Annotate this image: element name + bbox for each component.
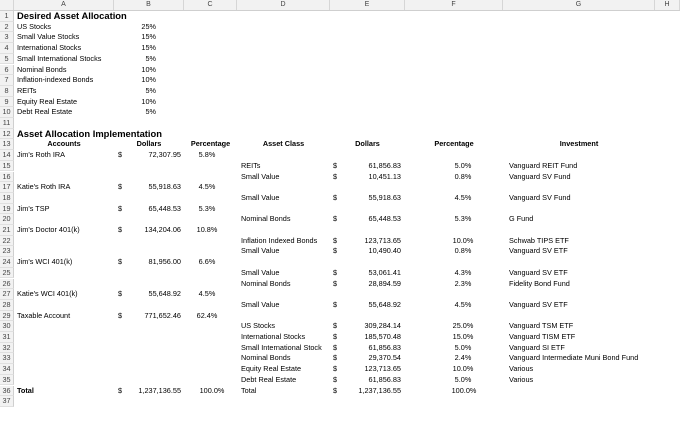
holding-amount[interactable]: 61,856.83 [368,160,401,170]
holding-asset-class[interactable]: Small Value [241,299,280,309]
desired-asset-pct[interactable]: 10% [141,64,156,74]
holding-asset-class[interactable]: US Stocks [241,321,276,331]
holding-asset-class[interactable]: International Stocks [241,332,306,341]
desired-asset-name[interactable]: Equity Real Estate [17,96,78,106]
holding-investment[interactable]: Vanguard SV ETF [509,267,568,277]
desired-asset-pct[interactable]: 15% [141,43,156,53]
holding-amount[interactable]: 123,713.65 [364,364,401,374]
desired-asset-pct[interactable]: 25% [141,21,156,31]
row-header-36[interactable]: 36 [0,386,14,397]
account-amount[interactable]: 72,307.95 [148,150,181,160]
row-header-7[interactable]: 7 [0,75,14,86]
column-header-f[interactable]: F [405,0,503,10]
account-name[interactable]: Taxable Account [17,310,71,320]
account-amount[interactable]: 55,918.63 [148,182,181,192]
row-header-25[interactable]: 25 [0,268,14,279]
account-amount[interactable]: 771,652.46 [144,310,181,320]
row-header-33[interactable]: 33 [0,353,14,364]
implementation-title[interactable]: Asset Allocation Implementation [17,127,162,139]
row-header-14[interactable]: 14 [0,150,14,161]
total-currency[interactable]: $ [118,385,123,395]
account-currency[interactable]: $ [118,203,123,213]
row-header-21[interactable]: 21 [0,225,14,236]
desired-asset-name[interactable]: Nominal Bonds [17,64,67,74]
holding-investment[interactable]: Vanguard SV Fund [509,192,571,202]
desired-asset-pct[interactable]: 5% [145,107,156,117]
row-header-34[interactable]: 34 [0,364,14,375]
holding-asset-class[interactable]: Debt Real Estate [241,374,297,384]
account-pct[interactable]: 10.8% [196,225,218,234]
holding-investment[interactable]: Vanguard Intermediate Muni Bond Fund [509,353,639,363]
holding-amount[interactable]: 10,451.13 [368,171,401,181]
desired-asset-pct[interactable]: 10% [141,96,156,106]
account-name[interactable]: Katie's WCI 401(k) [17,289,78,299]
holding-asset-class[interactable]: Equity Real Estate [241,364,302,374]
desired-asset-name[interactable]: Inflation-indexed Bonds [17,75,94,85]
desired-title[interactable]: Desired Asset Allocation [17,10,127,21]
account-amount[interactable]: 134,204.06 [144,225,181,234]
row-header-23[interactable]: 23 [0,246,14,257]
holding-asset-class[interactable]: REITs [241,160,261,170]
account-name[interactable]: Jim's WCI 401(k) [17,257,73,267]
account-currency[interactable]: $ [118,225,123,234]
row-header-31[interactable]: 31 [0,332,14,343]
column-header-a[interactable]: A [14,0,114,10]
row-header-28[interactable]: 28 [0,300,14,311]
account-amount[interactable]: 81,956.00 [148,257,181,267]
holding-investment[interactable]: G Fund [509,214,534,224]
holding-asset-class[interactable]: Small Value [241,246,280,256]
total-pct-2[interactable]: 100.0% [451,385,477,395]
holding-pct[interactable]: 10.0% [452,235,474,245]
holding-amount[interactable]: 61,856.83 [368,342,401,352]
holding-amount[interactable]: 65,448.53 [368,214,401,224]
row-header-29[interactable]: 29 [0,311,14,322]
column-header-h[interactable]: H [655,0,680,10]
row-header-9[interactable]: 9 [0,97,14,108]
account-amount[interactable]: 55,648.92 [148,289,181,299]
row-header-4[interactable]: 4 [0,43,14,54]
account-pct[interactable]: 5.8% [198,150,216,160]
holding-amount[interactable]: 309,284.14 [364,321,401,331]
account-pct[interactable]: 4.5% [198,289,216,299]
row-header-6[interactable]: 6 [0,65,14,76]
holding-amount[interactable]: 185,570.48 [364,332,401,341]
holding-currency[interactable]: $ [333,192,338,202]
column-header-g[interactable]: G [503,0,655,10]
desired-asset-pct[interactable]: 5% [145,85,156,95]
desired-asset-name[interactable]: REITs [17,85,37,95]
holding-amount[interactable]: 55,648.92 [368,299,401,309]
desired-asset-name[interactable]: US Stocks [17,21,52,31]
holding-pct[interactable]: 0.8% [454,171,472,181]
total-amount-2[interactable]: 1,237,136.55 [358,385,401,395]
holding-currency[interactable]: $ [333,246,338,256]
holding-asset-class[interactable]: Nominal Bonds [241,214,291,224]
holding-asset-class[interactable]: Inflation Indexed Bonds [241,235,318,245]
holding-asset-class[interactable]: Nominal Bonds [241,278,291,288]
row-header-1[interactable]: 1 [0,11,14,22]
holding-pct[interactable]: 2.4% [454,353,472,363]
column-header-b[interactable]: B [114,0,184,10]
row-header-11[interactable]: 11 [0,118,14,129]
holding-investment[interactable]: Vanguard SI ETF [509,342,565,352]
account-name[interactable]: Jim's Roth IRA [17,150,66,160]
row-header-37[interactable]: 37 [0,396,14,407]
row-header-2[interactable]: 2 [0,22,14,33]
holding-pct[interactable]: 5.0% [454,342,472,352]
row-header-17[interactable]: 17 [0,182,14,193]
row-header-30[interactable]: 30 [0,321,14,332]
row-header-3[interactable]: 3 [0,32,14,43]
holding-pct[interactable]: 5.0% [454,160,472,170]
row-header-35[interactable]: 35 [0,375,14,386]
holding-currency[interactable]: $ [333,235,338,245]
holding-amount[interactable]: 10,490.40 [368,246,401,256]
header-dollars-2[interactable]: Dollars [355,139,380,149]
total-pct[interactable]: 100.0% [199,385,225,395]
account-pct[interactable]: 5.3% [198,203,216,213]
row-header-8[interactable]: 8 [0,86,14,97]
holding-pct[interactable]: 25.0% [452,321,474,331]
holding-investment[interactable]: Various [509,364,534,374]
account-currency[interactable]: $ [118,310,123,320]
row-header-19[interactable]: 19 [0,204,14,215]
select-all-corner[interactable] [0,0,14,10]
holding-pct[interactable]: 4.5% [454,192,472,202]
holding-investment[interactable]: Various [509,374,534,384]
holding-amount[interactable]: 53,061.41 [368,267,401,277]
header-investment[interactable]: Investment [559,139,599,149]
holding-pct[interactable]: 2.3% [454,278,472,288]
holding-investment[interactable]: Schwab TIPS ETF [509,235,569,245]
desired-asset-pct[interactable]: 10% [141,75,156,85]
total-currency-2[interactable]: $ [333,385,338,395]
holding-investment[interactable]: Vanguard TISM ETF [509,332,576,341]
header-accounts[interactable]: Accounts [47,139,81,149]
account-pct[interactable]: 4.5% [198,182,216,192]
account-pct[interactable]: 62.4% [196,310,218,320]
account-currency[interactable]: $ [118,182,123,192]
holding-currency[interactable]: $ [333,160,338,170]
row-header-27[interactable]: 27 [0,289,14,300]
header-dollars[interactable]: Dollars [136,139,162,149]
header-percentage[interactable]: Percentage [190,139,231,149]
row-header-24[interactable]: 24 [0,257,14,268]
account-name[interactable]: Katie's Roth IRA [17,182,71,192]
holding-amount[interactable]: 55,918.63 [368,192,401,202]
holding-amount[interactable]: 123,713.65 [364,235,401,245]
desired-asset-pct[interactable]: 15% [141,32,156,42]
row-header-26[interactable]: 26 [0,279,14,290]
holding-pct[interactable]: 5.3% [454,214,472,224]
holding-currency[interactable]: $ [333,299,338,309]
row-header-20[interactable]: 20 [0,214,14,225]
header-asset-class[interactable]: Asset Class [262,139,305,149]
row-header-22[interactable]: 22 [0,236,14,247]
account-currency[interactable]: $ [118,150,123,160]
account-currency[interactable]: $ [118,257,123,267]
desired-asset-name[interactable]: Small Value Stocks [17,32,80,42]
total-label[interactable]: Total [17,385,34,395]
holding-pct[interactable]: 5.0% [454,374,472,384]
holding-investment[interactable]: Vanguard SV ETF [509,246,568,256]
holding-asset-class[interactable]: Small Value [241,192,280,202]
row-header-12[interactable]: 12 [0,129,14,140]
account-name[interactable]: Jim's TSP [17,203,50,213]
holding-currency[interactable]: $ [333,321,338,331]
header-percentage-2[interactable]: Percentage [434,139,474,149]
row-header-32[interactable]: 32 [0,343,14,354]
holding-pct[interactable]: 4.5% [454,299,472,309]
holding-currency[interactable]: $ [333,214,338,224]
row-header-15[interactable]: 15 [0,161,14,172]
holding-currency[interactable]: $ [333,374,338,384]
holding-investment[interactable]: Vanguard REIT Fund [509,160,578,170]
holding-currency[interactable]: $ [333,332,338,341]
desired-asset-name[interactable]: Small International Stocks [17,53,102,63]
row-header-16[interactable]: 16 [0,172,14,183]
account-pct[interactable]: 6.6% [198,257,216,267]
holding-currency[interactable]: $ [333,267,338,277]
desired-asset-name[interactable]: International Stocks [17,43,82,53]
holding-pct[interactable]: 0.8% [454,246,472,256]
holding-currency[interactable]: $ [333,342,338,352]
holding-currency[interactable]: $ [333,171,338,181]
row-header-10[interactable]: 10 [0,107,14,118]
holding-pct[interactable]: 15.0% [452,332,474,341]
account-amount[interactable]: 65,448.53 [148,203,181,213]
holding-asset-class[interactable]: Small International Stock [241,342,322,352]
holding-asset-class[interactable]: Nominal Bonds [241,353,291,363]
holding-pct[interactable]: 10.0% [452,364,474,374]
holding-amount[interactable]: 29,370.54 [368,353,401,363]
desired-asset-pct[interactable]: 5% [145,53,156,63]
row-header-18[interactable]: 18 [0,193,14,204]
holding-currency[interactable]: $ [333,364,338,374]
column-header-d[interactable]: D [237,0,330,10]
total-amount[interactable]: 1,237,136.55 [138,385,181,395]
total-label-2[interactable]: Total [241,385,257,395]
holding-investment[interactable]: Vanguard SV Fund [509,171,571,181]
holding-investment[interactable]: Vanguard TSM ETF [509,321,574,331]
row-header-13[interactable]: 13 [0,139,14,150]
holding-pct[interactable]: 4.3% [454,267,472,277]
holding-currency[interactable]: $ [333,278,338,288]
account-currency[interactable]: $ [118,289,123,299]
holding-asset-class[interactable]: Small Value [241,171,280,181]
column-header-e[interactable]: E [330,0,405,10]
holding-currency[interactable]: $ [333,353,338,363]
column-header-c[interactable]: C [184,0,237,10]
account-name[interactable]: Jim's Doctor 401(k) [17,225,80,234]
holding-asset-class[interactable]: Small Value [241,267,280,277]
row-header-5[interactable]: 5 [0,54,14,65]
holding-investment[interactable]: Fidelity Bond Fund [509,278,570,288]
holding-investment[interactable]: Vanguard SV ETF [509,299,568,309]
holding-amount[interactable]: 28,894.59 [368,278,401,288]
holding-amount[interactable]: 61,856.83 [368,374,401,384]
desired-asset-name[interactable]: Debt Real Estate [17,107,73,117]
